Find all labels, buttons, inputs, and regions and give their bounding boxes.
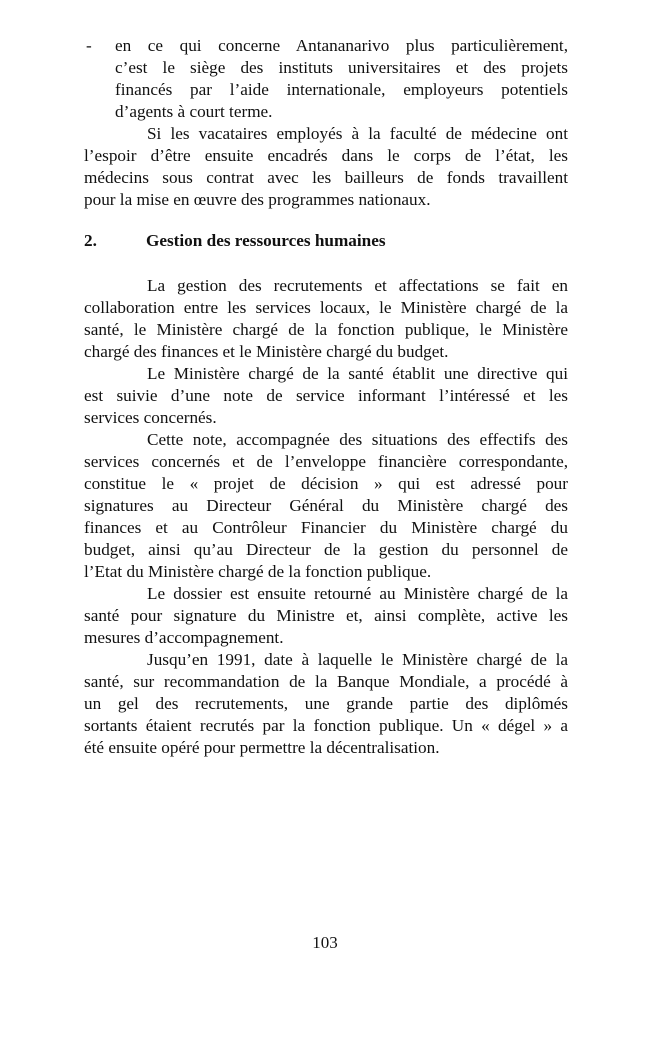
text-line: médecins sous contrat avec les bailleurs de fonds travaillent — [84, 168, 568, 187]
text-line: été ensuite opéré pour permettre la décentralisation. — [84, 738, 440, 757]
text-line: l’espoir d’être ensuite encadrés dans le corps de l’état, les — [84, 146, 568, 165]
text-line: collaboration entre les services locaux, le Ministère chargé de la — [84, 298, 568, 317]
text-line: un gel des recrutements, une grande partie des diplômés — [84, 694, 568, 713]
text-line: mesures d’accompagnement. — [84, 628, 284, 647]
text-line: santé, le Ministère chargé de la fonction publique, le Ministère — [84, 320, 568, 339]
text-line: Si les vacataires employés à la faculté de médecine ont — [147, 124, 568, 143]
text-line: constitue le « projet de décision » qui est adressé pour — [84, 474, 568, 493]
text-line: services concernés et de l’enveloppe financière correspondante, — [84, 452, 568, 471]
text-line: chargé des finances et le Ministère chargé du budget. — [84, 342, 449, 361]
text-line: sortants étaient recrutés par la fonction publique. Un « dégel » a — [84, 716, 568, 735]
text-line: pour la mise en œuvre des programmes nationaux. — [84, 190, 431, 209]
text-line: La gestion des recrutements et affectations se fait en — [147, 276, 568, 295]
text-line: l’Etat du Ministère chargé de la fonction publique. — [84, 562, 432, 581]
text-line: budget, ainsi qu’au Directeur de la gestion du personnel de — [84, 540, 568, 559]
text-line: signatures au Directeur Général du Ministère chargé des — [84, 496, 568, 515]
text-line: Le Ministère chargé de la santé établit une directive qui — [147, 364, 568, 383]
text-line: Jusqu’en 1991, date à laquelle le Ministère chargé de la — [147, 650, 568, 669]
section-title: Gestion des ressources humaines — [146, 231, 386, 250]
text-line: en ce qui concerne Antananarivo plus particulièrement, — [115, 36, 568, 55]
text-line: santé, sur recommandation de la Banque Mondiale, a procédé à — [84, 672, 568, 691]
bullet-dash: - — [86, 36, 92, 55]
text-line: finances et au Contrôleur Financier du Ministère chargé du — [84, 518, 568, 537]
text-line: Cette note, accompagnée des situations des effectifs des — [147, 430, 568, 449]
page-number: 103 — [312, 933, 338, 952]
text-line: est suivie d’une note de service informant l’intéressé et les — [84, 386, 568, 405]
text-line: Le dossier est ensuite retourné au Ministère chargé de la — [147, 584, 568, 603]
text-line: financés par l’aide internationale, employeurs potentiels — [115, 80, 568, 99]
text-line: d’agents à court terme. — [115, 102, 273, 121]
text-line: services concernés. — [84, 408, 217, 427]
section-number: 2. — [84, 231, 97, 250]
text-line: c’est le siège des instituts universitaires et des projets — [115, 58, 568, 77]
text-line: santé pour signature du Ministre et, ainsi complète, active les — [84, 606, 568, 625]
